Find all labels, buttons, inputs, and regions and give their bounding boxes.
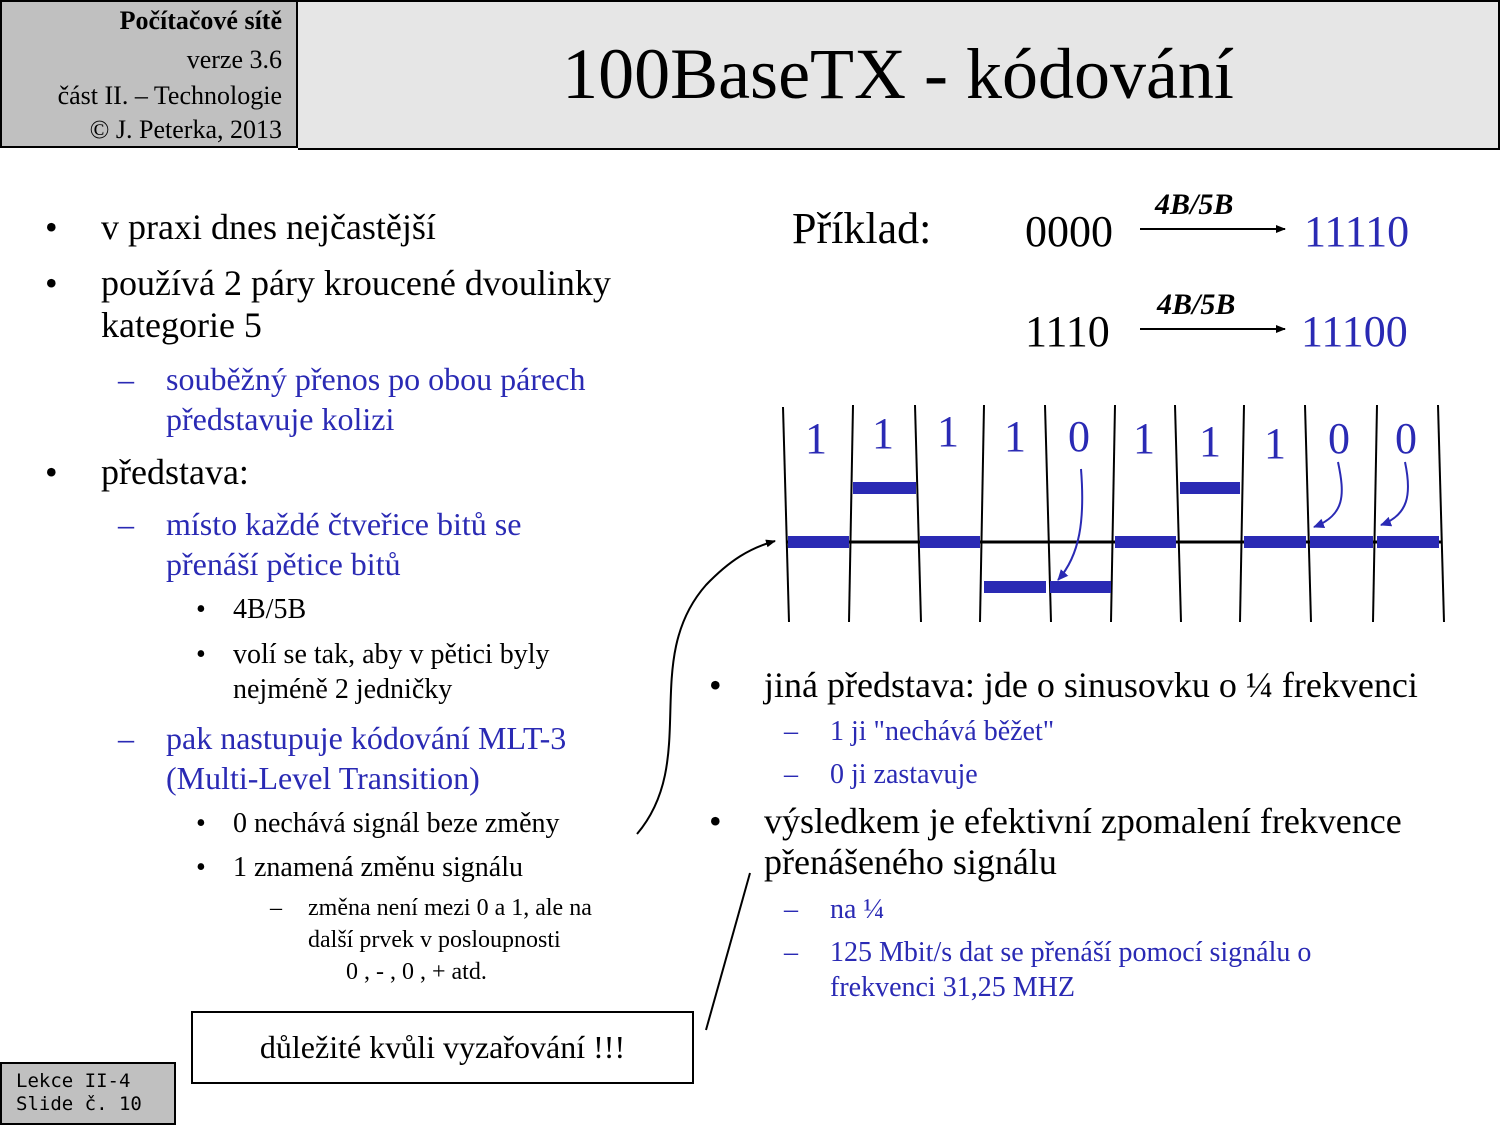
bullet-dot: • [709, 801, 722, 841]
sub-bullet-text: 0 ji zastavuje [830, 759, 978, 790]
signal-level-bar [1180, 482, 1240, 494]
dash: – [118, 720, 134, 756]
sub-bullet-text: pak nastupuje kódování MLT-3 [166, 720, 567, 756]
code-output: 11100 [1301, 307, 1408, 356]
bit-divider [1240, 405, 1244, 622]
bit-label: 1 [1199, 417, 1221, 466]
sub-bullet-text: místo každé čtveřice bitů se [166, 506, 522, 542]
dash: – [784, 716, 798, 747]
bit-divider [1305, 405, 1311, 622]
code-input: 1110 [1025, 307, 1110, 356]
sub-bullet-text: 1 ji "nechává běžet" [830, 716, 1055, 747]
sub-bullet-text: frekvenci 31,25 MHZ [830, 972, 1075, 1003]
dash: – [784, 937, 798, 968]
slide-number: Slide č. 10 [16, 1093, 142, 1115]
signal-level-bar [1310, 536, 1373, 548]
item-text: volí se tak, aby v pětici byly [233, 639, 550, 670]
bit-divider [783, 407, 789, 622]
sub-bullet-text: na ¼ [830, 894, 885, 925]
signal-level-bar [1244, 536, 1306, 548]
important-note: důležité kvůli vyzařování !!! [191, 1011, 694, 1084]
bullet-text: výsledkem je efektivní zpomalení frekvence [764, 801, 1402, 841]
bit-divider [1373, 405, 1377, 622]
bit-divider [980, 405, 984, 622]
sub-bullet-text: souběžný přenos po obou párech [166, 361, 586, 397]
bullet-text: přenášeného signálu [764, 842, 1057, 882]
sub-bullet-text: přenáší pětice bitů [166, 546, 401, 582]
bit-label: 0 [1068, 412, 1090, 461]
bullet-dot: • [196, 639, 206, 670]
bullet-dot: • [45, 452, 58, 492]
signal-level-bar [984, 581, 1046, 593]
bit-divider [915, 405, 921, 622]
note-connector [706, 873, 750, 1030]
bit-divider [849, 405, 853, 622]
detail-text: další prvek v posloupnosti [308, 927, 561, 953]
course-part: část II. – Technologie [57, 81, 282, 110]
dash: – [784, 894, 798, 925]
signal-level-bar [788, 536, 849, 548]
bit-label: 1 [1004, 412, 1026, 461]
bit-label: 0 [1395, 414, 1417, 463]
item-text: 4B/5B [233, 594, 307, 625]
bit-divider [1111, 405, 1115, 622]
bit-label: 0 [1328, 414, 1350, 463]
signal-level-bar [853, 482, 916, 494]
bit-label: 1 [1264, 419, 1286, 468]
bullet-text: představa: [101, 452, 249, 492]
code-method: 4B/5B [1157, 288, 1236, 321]
code-output: 11110 [1304, 207, 1410, 256]
bullet-dot: • [196, 808, 206, 839]
bullet-dot: • [45, 263, 58, 303]
bullet-text: v praxi dnes nejčastější [101, 207, 436, 247]
sub-bullet-text: představuje kolizi [166, 401, 395, 437]
bullet-dot: • [196, 852, 206, 883]
bullet-dot: • [709, 665, 722, 705]
bit-label: 1 [1133, 414, 1155, 463]
bit-label: 1 [937, 407, 959, 456]
bit-divider [1438, 405, 1444, 622]
item-text: 1 znamená změnu signálu [233, 852, 524, 883]
bit-label: 1 [805, 414, 827, 463]
page-title: 100BaseTX - kódování [562, 34, 1234, 114]
sub-bullet-text: (Multi-Level Transition) [166, 760, 480, 796]
bullet-dot: • [45, 207, 58, 247]
lesson-label: Lekce II-4 [16, 1070, 131, 1092]
code-method: 4B/5B [1155, 188, 1234, 221]
slide-footer [0, 1062, 176, 1125]
signal-level-bar [1115, 536, 1176, 548]
course-author: © J. Peterka, 2013 [89, 115, 282, 144]
zero-hold-arrow-2 [1314, 462, 1342, 527]
detail-text: 0 , - , 0 , + atd. [346, 959, 487, 985]
example-label: Příklad: [792, 204, 932, 253]
sub-bullet-text: 125 Mbit/s dat se přenáší pomocí signálu o [830, 937, 1312, 968]
bullet-text: jiná představa: jde o sinusovku o ¼ frekvenci [764, 665, 1418, 705]
dash: – [118, 506, 134, 542]
course-title: Počítačové sítě [119, 6, 282, 35]
bit-label: 1 [872, 409, 894, 458]
zero-hold-arrow-1 [1058, 469, 1082, 580]
course-version: verze 3.6 [186, 45, 282, 74]
bullet-dot: • [196, 594, 206, 625]
item-text: 0 nechává signál beze změny [233, 808, 560, 839]
bit-divider [1175, 405, 1181, 622]
connector-arrow [637, 541, 775, 834]
bullet-text: kategorie 5 [101, 305, 262, 345]
dash: – [118, 361, 134, 397]
dash: – [784, 759, 798, 790]
detail-text: změna není mezi 0 a 1, ale na [308, 895, 592, 921]
zero-hold-arrow-3 [1381, 462, 1408, 525]
dash: – [270, 895, 282, 921]
item-text: nejméně 2 jedničky [233, 674, 453, 705]
code-input: 0000 [1025, 207, 1113, 256]
signal-level-bar [920, 536, 980, 548]
signal-level-bar [1377, 536, 1439, 548]
bullet-text: používá 2 páry kroucené dvoulinky [101, 263, 611, 303]
signal-level-bar [1050, 581, 1111, 593]
